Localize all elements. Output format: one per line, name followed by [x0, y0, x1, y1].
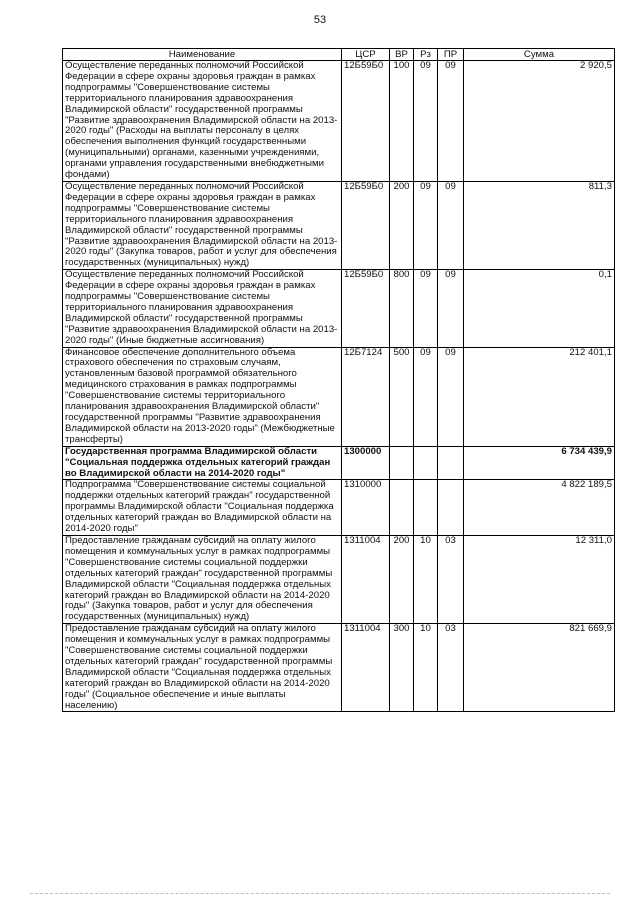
- table-header-row: [63, 49, 615, 61]
- cell-sum: 811,3: [464, 181, 615, 269]
- cell-name: Подпрограмма "Совершенствование системы социальной поддержки отдельных категорий граждан" государственной программы Владимирской области "Социальная поддержка отдельных категорий граждан во Владимирской области на 2014-2020 годы": [63, 480, 342, 536]
- cell-csr: 12Б7124: [342, 347, 390, 446]
- cell-sum: 0,1: [464, 270, 615, 347]
- cell-csr: 1311004: [342, 624, 390, 712]
- cell-rz: 09: [414, 181, 438, 269]
- cell-rz: [414, 446, 438, 480]
- cell-pr: 09: [438, 347, 464, 446]
- table-row: [63, 624, 615, 712]
- table-row: [63, 535, 615, 623]
- cell-csr: 12Б59Б0: [342, 181, 390, 269]
- cell-vr: 300: [390, 624, 414, 712]
- cell-rz: 10: [414, 535, 438, 623]
- page-number: 53: [313, 14, 327, 26]
- cell-vr: 100: [390, 61, 414, 182]
- cell-rz: 09: [414, 270, 438, 347]
- cell-name: Финансовое обеспечение дополнительного объема страхового обеспечения по страховым случаям, установленным базовой программой обязательного медицинского страхования в рамках подпрограммы "Совершенствование системы территориального планирования здравоохранения Владимирской области" государственной программы "Развитие здравоохранения Владимирской области на 2013-2020 годы" (Межбюджетные трансферты): [63, 347, 342, 446]
- header-sum: Сумма: [464, 49, 615, 61]
- cell-sum: 2 920,5: [464, 61, 615, 182]
- table-row: [63, 347, 615, 446]
- cell-pr: 03: [438, 535, 464, 623]
- cell-name: Государственная программа Владимирской области "Социальная поддержка отдельных категорий граждан во Владимирской области на 2014-2020 годы": [63, 446, 342, 480]
- cell-pr: 09: [438, 270, 464, 347]
- cell-vr: [390, 446, 414, 480]
- cell-csr: 1300000: [342, 446, 390, 480]
- cell-sum: 821 669,9: [464, 624, 615, 712]
- cell-csr: 12Б59Б0: [342, 270, 390, 347]
- cell-pr: 09: [438, 181, 464, 269]
- header-name: Наименование: [63, 49, 342, 61]
- cell-pr: 03: [438, 624, 464, 712]
- cell-sum: 212 401,1: [464, 347, 615, 446]
- cell-csr: 1311004: [342, 535, 390, 623]
- table-body: [63, 61, 615, 712]
- cell-rz: 09: [414, 347, 438, 446]
- cell-vr: 800: [390, 270, 414, 347]
- cell-sum: 12 311,0: [464, 535, 615, 623]
- cell-name: Предоставление гражданам субсидий на оплату жилого помещения и коммунальных услуг в рамках подпрограммы "Совершенствование системы социальной поддержки отдельных категорий граждан" государственной программы Владимирской области "Социальная поддержка отдельных категорий граждан во Владимирской области на 2014-2020 годы" (Социальное обеспечение и иные выплаты населению): [63, 624, 342, 712]
- cell-name: Осуществление переданных полномочий Российской Федерации в сфере охраны здоровья граждан в рамках подпрограммы "Совершенствование системы территориального планирования здравоохранения Владимирской области" государственной программы "Развитие здравоохранения Владимирской области на 2013-2020 годы" (Расходы на выплаты персоналу в целях обеспечения выполнения функций государственными (муниципальными) органами, казенными учреждениями, органами управления государственными внебюджетными фондами): [63, 61, 342, 182]
- page-bottom-rule: [30, 893, 610, 894]
- table-row: [63, 270, 615, 347]
- table-row: [63, 446, 615, 480]
- cell-name: Осуществление переданных полномочий Российской Федерации в сфере охраны здоровья граждан в рамках подпрограммы "Совершенствование системы территориального планирования здравоохранения Владимирской области" государственной программы "Развитие здравоохранения Владимирской области на 2013-2020 годы" (Иные бюджетные ассигнования): [63, 270, 342, 347]
- cell-csr: 12Б59Б0: [342, 61, 390, 182]
- cell-rz: 10: [414, 624, 438, 712]
- cell-pr: 09: [438, 61, 464, 182]
- table-row: [63, 61, 615, 182]
- cell-vr: 200: [390, 181, 414, 269]
- table-row: [63, 181, 615, 269]
- cell-name: Осуществление переданных полномочий Российской Федерации в сфере охраны здоровья граждан в рамках подпрограммы "Совершенствование системы территориального планирования здравоохранения Владимирской области" государственной программы "Развитие здравоохранения Владимирской области на 2013-2020 годы" (Закупка товаров, работ и услуг для обеспечения государственных (муниципальных) нужд): [63, 181, 342, 269]
- cell-csr: 1310000: [342, 480, 390, 536]
- cell-pr: [438, 446, 464, 480]
- header-rz: Рз: [414, 49, 438, 61]
- cell-sum: 4 822 189,5: [464, 480, 615, 536]
- budget-table: [62, 48, 615, 712]
- header-pr: ПР: [438, 49, 464, 61]
- header-csr: ЦСР: [342, 49, 390, 61]
- cell-vr: [390, 480, 414, 536]
- cell-name: Предоставление гражданам субсидий на оплату жилого помещения и коммунальных услуг в рамках подпрограммы "Совершенствование системы социальной поддержки отдельных категорий граждан" государственной программы Владимирской области "Социальная поддержка отдельных категорий граждан во Владимирской области на 2014-2020 годы" (Закупка товаров, работ и услуг для обеспечения государственных (муниципальных) нужд): [63, 535, 342, 623]
- cell-vr: 500: [390, 347, 414, 446]
- header-vr: ВР: [390, 49, 414, 61]
- cell-pr: [438, 480, 464, 536]
- cell-rz: [414, 480, 438, 536]
- table-row: [63, 480, 615, 536]
- cell-rz: 09: [414, 61, 438, 182]
- cell-sum: 6 734 439,9: [464, 446, 615, 480]
- cell-vr: 200: [390, 535, 414, 623]
